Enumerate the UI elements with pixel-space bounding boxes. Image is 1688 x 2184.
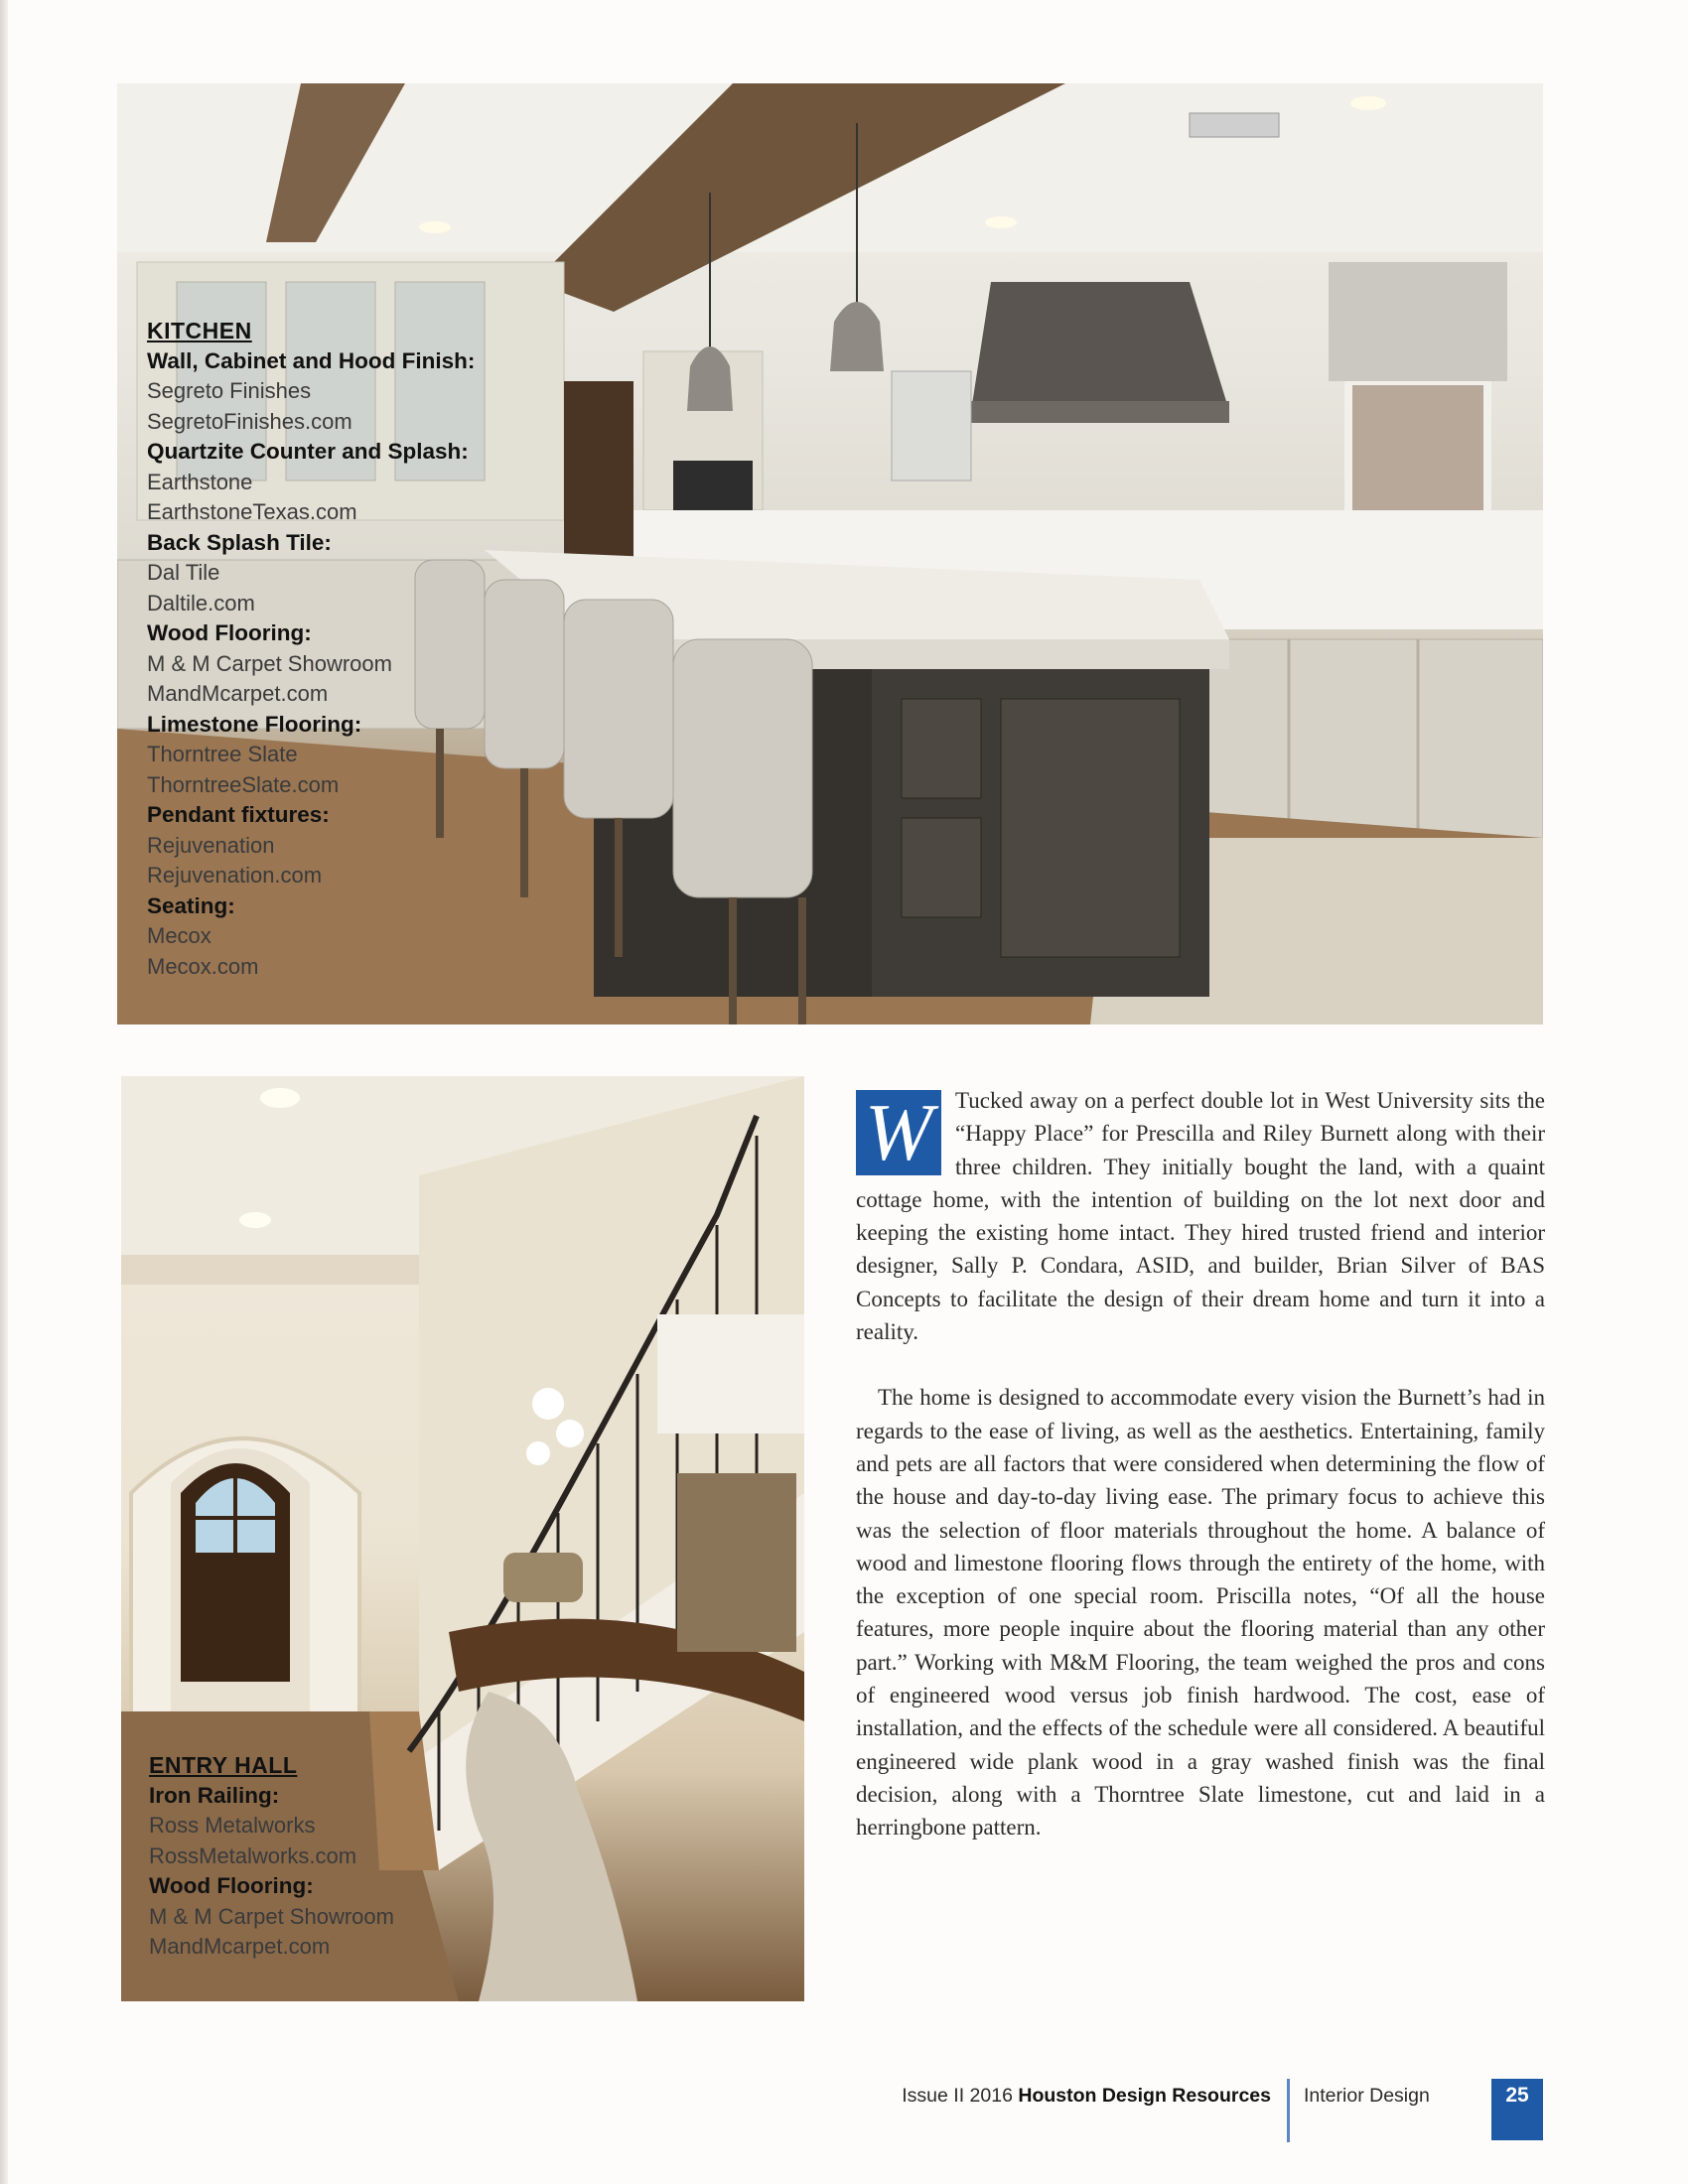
entry-hall-caption-title: ENTRY HALL <box>149 1752 298 1778</box>
kitchen-item-head: Pendant fixtures: <box>147 802 330 827</box>
footer-section: Interior Design <box>1304 2085 1430 2107</box>
kitchen-item-3 <box>147 618 475 710</box>
kitchen-item-head: Quartzite Counter and Splash: <box>147 439 469 464</box>
kitchen-item-website: Daltile.com <box>147 590 255 615</box>
kitchen-item-2 <box>147 528 475 619</box>
kitchen-item-0 <box>147 346 475 438</box>
kitchen-item-vendor: Rejuvenation <box>147 832 275 858</box>
kitchen-item-4 <box>147 710 475 801</box>
kitchen-item-vendor: M & M Carpet Showroom <box>147 650 392 676</box>
page-footer <box>0 2079 1688 2118</box>
entry-item-website: RossMetalworks.com <box>149 1843 357 1868</box>
footer-publication: Houston Design Resources <box>1018 2085 1271 2107</box>
entry-item-0 <box>149 1781 394 1872</box>
scan-edge <box>0 0 8 2184</box>
kitchen-item-website: EarthstoneTexas.com <box>147 499 357 524</box>
article-paragraph-2: The home is designed to accommodate every vision the Burnett’s had in regards to the ease of living, as well as the aesthetics. Entertaining, family and pets are all factors that were considered when determining the flow of the house and day-to-day living ease. The primary focus to achieve this was the selection of floor materials throughout the home. A balance of wood and limestone flooring flows through the entirety of the home, with the exception of one special room. Priscilla notes, “Of all the house features, more people inquire about the flooring material than any other part.” Working with M&M Flooring, the team weighed the pros and cons of engineered wood versus job finish hardwood. The cost, ease of installation, and the effects of the schedule were all considered. A beautiful engineered wide plank wood in a gray washed finish was the final decision, along with a Thorntree Slate limestone, cut and laid in a herringbone pattern. <box>856 1385 1545 1841</box>
kitchen-item-vendor: Thorntree Slate <box>147 742 298 766</box>
entry-hall-caption <box>149 1750 394 1963</box>
footer-issue: Issue II 2016 <box>902 2085 1013 2107</box>
kitchen-caption <box>147 316 475 982</box>
entry-item-head: Iron Railing: <box>149 1782 280 1808</box>
kitchen-item-head: Back Splash Tile: <box>147 529 332 555</box>
kitchen-item-head: Wall, Cabinet and Hood Finish: <box>147 347 476 373</box>
kitchen-item-website: SegretoFinishes.com <box>147 408 352 434</box>
kitchen-item-website: Rejuvenation.com <box>147 863 323 887</box>
kitchen-item-head: Seating: <box>147 892 235 918</box>
kitchen-item-vendor: Mecox <box>147 923 211 948</box>
page-number: 25 <box>1491 2079 1543 2140</box>
entry-item-vendor: Ross Metalworks <box>149 1813 316 1838</box>
kitchen-item-vendor: Segreto Finishes <box>147 378 312 403</box>
kitchen-item-head: Wood Flooring: <box>147 620 312 645</box>
entry-item-1 <box>149 1871 394 1963</box>
article-paragraph-1 <box>856 1084 1545 1348</box>
drop-cap: W <box>856 1090 941 1175</box>
article-paragraph-1-text: Tucked away on a perfect double lot in West University sits the “Happy Place” for Prescilla and Riley Burnett along with their three children. They initially bought the land, with a quaint cottage home, with the intention of building on the lot next door and keeping the existing home intact. They hired trusted friend and interior designer, Sally P. Condara, ASID, and builder, Brian Silver of BAS Concepts to facilitate the design of their dream home and turn it into a reality. <box>856 1088 1545 1345</box>
kitchen-item-website: Mecox.com <box>147 953 259 979</box>
kitchen-item-website: MandMcarpet.com <box>147 681 329 706</box>
footer-divider <box>1287 2079 1290 2142</box>
kitchen-item-vendor: Earthstone <box>147 469 253 494</box>
kitchen-item-6 <box>147 891 475 983</box>
article-body <box>856 1084 1545 1844</box>
kitchen-caption-title: KITCHEN <box>147 318 252 343</box>
kitchen-item-website: ThorntreeSlate.com <box>147 771 340 797</box>
footer-issue-line <box>902 2085 1271 2108</box>
entry-item-head: Wood Flooring: <box>149 1873 314 1898</box>
entry-item-vendor: M & M Carpet Showroom <box>149 1903 394 1929</box>
kitchen-item-5 <box>147 800 475 891</box>
kitchen-item-vendor: Dal Tile <box>147 560 220 585</box>
kitchen-item-head: Limestone Flooring: <box>147 711 362 737</box>
entry-item-website: MandMcarpet.com <box>149 1934 331 1959</box>
kitchen-item-1 <box>147 437 475 528</box>
